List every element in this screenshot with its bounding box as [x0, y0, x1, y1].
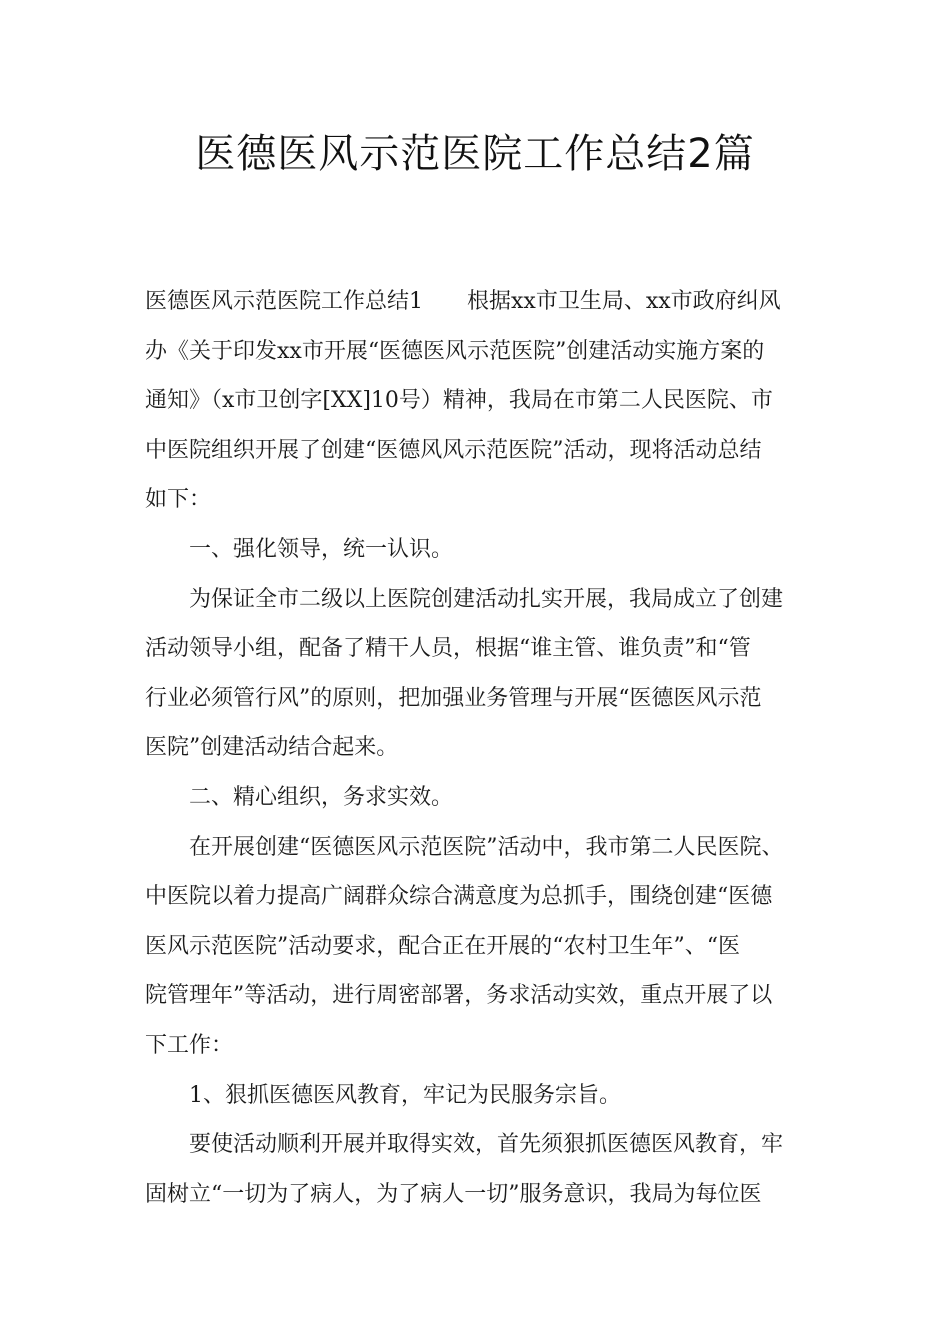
document-body: [145, 277, 810, 1219]
paragraph-line: 中医院以着力提高广阔群众综合满意度为总抓手，围绕创建“医德: [145, 884, 773, 910]
paragraph-line: 如下：: [145, 487, 212, 513]
subsection-heading: 1、狠抓医德医风教育，牢记为民服务宗旨。: [189, 1082, 621, 1108]
paragraph-line: 活动领导小组，配备了精干人员，根据“谁主管、谁负责”和“管: [145, 636, 751, 662]
paragraph-line: 通知》（x市卫创字[XX]10号）精神，我局在市第二人民医院、市: [145, 388, 773, 414]
paragraph-line: 院管理年”等活动，进行周密部署，务求活动实效，重点开展了以: [145, 983, 773, 1009]
paragraph-line: 为保证全市二级以上医院创建活动扎实开展，我局成立了创建: [189, 586, 784, 612]
paragraph-line: 医院”创建活动结合起来。: [145, 735, 399, 761]
paragraph-line: 办《关于印发xx市开展“医德医风示范医院”创建活动实施方案的: [145, 338, 765, 364]
section-heading: 二、精心组织，务求实效。: [189, 784, 454, 810]
paragraph-line: 固树立“一切为了病人，为了病人一切”服务意识，我局为每位医: [145, 1181, 762, 1207]
paragraph-line: 医风示范医院”活动要求，配合正在开展的“农村卫生年”、“医: [145, 933, 740, 959]
paragraph-line: 医德医风示范医院工作总结1 根据xx市卫生局、xx市政府纠风: [145, 289, 781, 314]
paragraph-line: 中医院组织开展了创建“医德风风示范医院”活动，现将活动总结: [145, 437, 762, 463]
paragraph-line: 要使活动顺利开展并取得实效，首先须狠抓医德医风教育，牢: [189, 1132, 784, 1158]
paragraph-line: 行业必须管行风”的原则，把加强业务管理与开展“医德医风示范: [145, 685, 762, 711]
paragraph-line: 下工作：: [145, 1032, 234, 1058]
document-title: 医德医风示范医院工作总结2篇: [195, 131, 755, 177]
section-heading: 一、强化领导，统一认识。: [189, 536, 454, 562]
paragraph-line: 在开展创建“医德医风示范医院”活动中，我市第二人民医院、: [189, 834, 784, 860]
